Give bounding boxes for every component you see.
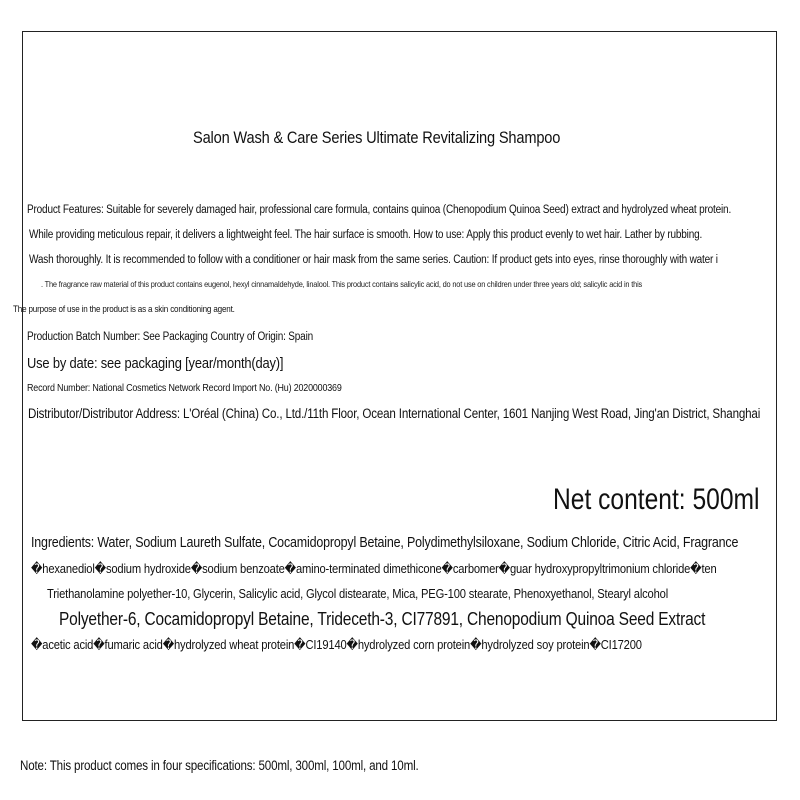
features-line-5: The purpose of use in the product is as a skin conditioning agent. [13, 304, 235, 315]
features-line-2: While providing meticulous repair, it delivers a lightweight feel. The hair surface is smooth. How to use: Apply this product evenly to wet hair. Lather by rubbing. [29, 229, 703, 241]
features-line-1: Product Features: Suitable for severely damaged hair, professional care formula, contains quinoa (Chenopodium Quinoa Seed) extract and hydrolyzed wheat protein. [27, 204, 732, 216]
features-line-4: . The fragrance raw material of this product contains eugenol, hexyl cinnamaldehyde, linalool. This product contains salicylic acid, do not use on children under three years old; salicylic acid in this [41, 279, 643, 289]
use-by-date: Use by date: see packaging [year/month(day)] [27, 355, 284, 372]
features-line-3: Wash thoroughly. It is recommended to follow with a conditioner or hair mask from the same series. Caution: If product gets into eyes, rinse thoroughly with water i [29, 254, 718, 266]
ingredients-line-1: Ingredients: Water, Sodium Laureth Sulfate, Cocamidopropyl Betaine, Polydimethylsiloxane, Sodium Chloride, Citric Acid, Fragrance [31, 535, 739, 551]
net-content: Net content: 500ml [553, 483, 760, 516]
ingredients-line-5: �acetic acid�fumaric acid�hydrolyzed wheat protein�CI19140�hydrolyzed corn protein�hydrolyzed soy protein�CI17200 [31, 637, 642, 652]
ingredients-line-2: �hexanediol�sodium hydroxide�sodium benzoate�amino-terminated dimethicone�carbomer�guar hydroxypropyltrimonium chloride�ten [31, 561, 717, 576]
record-number: Record Number: National Cosmetics Network Record Import No. (Hu) 2020000369 [27, 382, 342, 394]
ingredients-line-4: Polyether-6, Cocamidopropyl Betaine, Trideceth-3, CI77891, Chenopodium Quinoa Seed Extract [59, 609, 706, 629]
ingredients-line-3: Triethanolamine polyether-10, Glycerin, Salicylic acid, Glycol distearate, Mica, PEG-100 stearate, Phenoxyethanol, Stearyl alcohol [47, 586, 669, 601]
specifications-note: Note: This product comes in four specifications: 500ml, 300ml, 100ml, and 10ml. [20, 758, 419, 773]
product-title: Salon Wash & Care Series Ultimate Revitalizing Shampoo [193, 128, 561, 147]
batch-number: Production Batch Number: See Packaging Country of Origin: Spain [27, 331, 314, 343]
distributor-address: Distributor/Distributor Address: L'Oréal (China) Co., Ltd./11th Floor, Ocean International Center, 1601 Nanjing West Road, Jing'an District, Shanghai [28, 406, 761, 421]
